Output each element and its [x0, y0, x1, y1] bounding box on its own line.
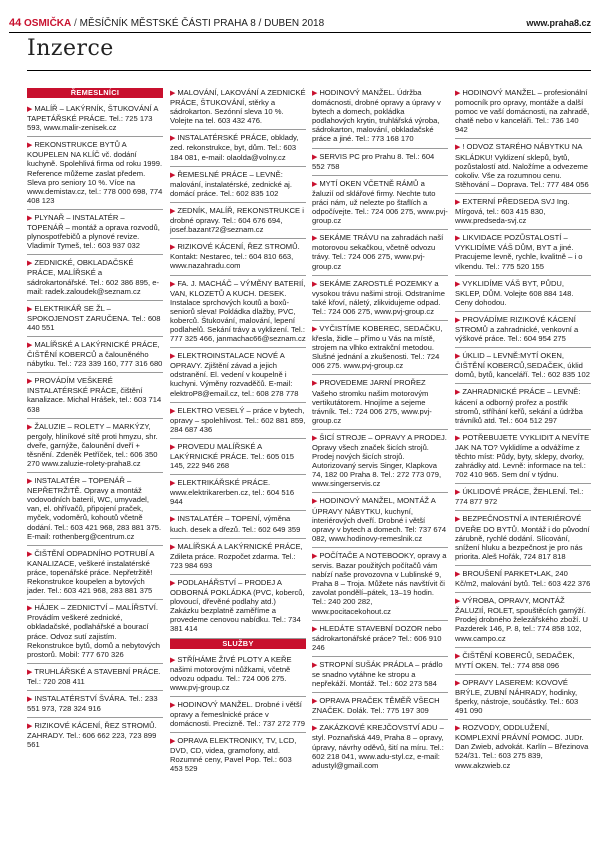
bullet-triangle-icon: ▶	[27, 214, 35, 222]
classified-ad	[170, 475, 306, 511]
bullet-triangle-icon: ▶	[455, 598, 463, 606]
bullet-triangle-icon: ▶	[312, 235, 320, 243]
ad-text: PROVÁDÍME RIZIKOVÉ KÁCENÍ STROMŮ a zahradnické, venkovní a výškové práce. Tel.: 604 954 275	[455, 314, 579, 344]
bullet-triangle-icon: ▶	[27, 723, 35, 731]
ad-text: PROVEDEME JARNÍ PROŘEZ Vašeho stromku našim motorovým vertikutátorem. Hnojíme a sejeme trávník. Tel.: 724 006 275, www.pvj-group.cz	[312, 378, 432, 425]
ad-text: RIZIKOVÉ KÁCENÍ, ŘEZ STROMŮ. ZAHRADY. Tel.: 606 662 223, 723 899 561	[27, 721, 157, 750]
ad-text: VYČISTÍME KOBEREC, SEDAČKU, křesla, židle – přímo u Vás na místě, strojem na vlhko extrakční metodou. Slušné jednání a zkušenosti. Tel.: 724 006 275. www.pvj-group.cz	[312, 323, 443, 371]
ad-text: MYTÍ OKEN VČETNĚ RÁMŮ a žaluzií od sklářové firmy. Nechte tuto práci nám, už nelezte po štaflích a odpočívejte. Tel.: 724 006 275, www.pvj-group.cz	[312, 178, 448, 226]
classified-ad	[455, 348, 591, 384]
ad-text: ŠICÍ STROJE – OPRAVY A PRODEJ. Opravy všech značek šicích strojů. Prodej nových šicích strojů. Autorizovaný servis Singer, Klapkova 74, 182 00 Praha 8. Tel.: 272 773 079, www.singerservis.cz	[312, 432, 447, 489]
classified-ad	[455, 675, 591, 720]
column-4	[455, 88, 591, 774]
ad-text: ROZVODY, ODDLUŽENÍ, KOMPLEXNÍ PRÁVNÍ POMOC. JUDr. Dan Zwieb, advokát. Karlín – Březinova 524/31. Tel.: 603 275 839, www.akzwieb.cz	[455, 723, 589, 770]
ad-text: HODINOVÝ MANŽEL – profesionální pomocník pro opravy, montáže a další pomoc ve vaší domácnosti, na zahradě, chatě nebo v kanceláři. Tel.: 736 140 942	[455, 88, 590, 135]
bullet-triangle-icon: ▶	[312, 325, 320, 333]
bullet-triangle-icon: ▶	[170, 516, 178, 524]
ad-text: SERVIS PC pro Prahu 8. Tel.: 604 552 758	[312, 151, 435, 171]
bullet-triangle-icon: ▶	[27, 378, 35, 386]
classified-ad	[27, 691, 163, 718]
bullet-triangle-icon: ▶	[27, 478, 35, 486]
ad-text: MALÍŘSKÁ A LAKÝRNICKÉ PRÁCE, Zdileta práce. Rozpočet zdarma. Tel.: 723 984 693	[170, 541, 303, 570]
bullet-triangle-icon: ▶	[170, 579, 178, 587]
bullet-triangle-icon: ▶	[312, 153, 320, 161]
ad-text: TRUHLÁŘSKÉ A STAVEBNÍ PRÁCE. Tel.: 720 208 411	[27, 666, 161, 686]
classified-ad	[312, 176, 448, 230]
classified-ad	[455, 384, 591, 429]
ad-text: PROVEDU MALÍŘSKÉ A LAKÝRNICKÉ PRÁCE. Tel.: 605 015 145, 222 946 268	[170, 441, 294, 471]
bullet-triangle-icon: ▶	[455, 353, 463, 361]
ad-text: OPRAVA PRAČEK TĚMĚŘ VŠECH ZNAČEK. Dolák. Tel.: 775 197 309	[312, 696, 440, 716]
classified-ad	[455, 88, 591, 139]
bullet-triangle-icon: ▶	[170, 656, 178, 664]
bullet-triangle-icon: ▶	[170, 90, 178, 97]
classified-ad	[170, 575, 306, 639]
classified-ad	[27, 664, 163, 691]
publication-name: OSMIČKA	[24, 18, 72, 29]
classified-ad	[27, 101, 163, 137]
ad-text: VYKLIDÍME VÁŠ BYT, PŮDU, SKLEP, DŮM. Volejte 608 884 148. Ceny dohodou.	[455, 278, 574, 307]
header-rule	[9, 32, 591, 33]
ad-text: BEZPEČNOSTNÍ A INTERIÉROVÉ DVEŘE DO BYTŮ. Montáž i do původní zárubně, rychlé dodání. Slícování, snížení hluku a bezpečnost je pro nás priorita. Aleš Hořák, 724 817 818	[455, 514, 590, 561]
bullet-triangle-icon: ▶	[170, 701, 178, 709]
bullet-triangle-icon: ▶	[170, 135, 178, 143]
classified-ad	[170, 239, 306, 275]
website-link[interactable]: www.praha8.cz	[526, 18, 591, 28]
ad-text: POTŘEBUJETE VYKLIDIT A NEVÍTE JAK NA TO? Vyklidíme a odvážíme z těchto míst: Půdy, byty, sklepy, dvorky, zahrádky atd. Levně: informace na tel.: 702 410 965. Sem dní v týdnu.	[455, 432, 590, 480]
ad-text: PROVÁDÍM VEŠKERÉ INSTALATÉRSKÉ PRÁCE, čištění kanalizace. Michal Hrášek, tel.: 603 714 638	[27, 376, 162, 414]
ad-text: MALÍŘSKÉ A LAKÝRNICKÉ PRÁCE, ČIŠTĚNÍ KOBERCŮ a čalouněného nábytku. Tel.: 723 339 160, 777 316 680	[27, 339, 163, 369]
ad-text: POČÍTAČE A NOTEBOOKY, opravy a servis. Bazar použitých počítačů vám nabízí naše provozovna v Lublinské 9, Praha 8 – Troja. Můžete nás navštívit či zavolat pondělí–pátek, 13–19 hodin. Tel.: 240 200 282, www.pocitacekohout.cz	[312, 550, 447, 616]
classified-ad	[170, 697, 306, 733]
ad-text: ZEDNICKÉ, OBKLADAČSKÉ PRÁCE, MALÍŘSKÉ a sádrokartonářské. Tel.: 602 386 895, e-mail: radek.zaloudek@seznam.cz	[27, 258, 159, 296]
ad-text: EXTERNÍ PŘEDSEDA SVJ Ing. Mírgová, tel.: 603 415 830, www.predseda-svj.cz	[455, 196, 570, 226]
ad-text: ZAKÁZKOVÉ KREJČOVSTVÍ ADU – styl. Poznaňská 449, Praha 8 – opravy, úpravy, návrhy oděvů, šití na míru. Tel.: 602 218 041, www.adu-styl.cz, e-mail: adustyl@gmail.com	[312, 723, 444, 770]
ad-text: INSTALATÉR – TOPENÁŘ – NEPŘETRŽITĚ. Opravy a montáž vodovodních baterií, WC, umyvadel, van, el. ohřívačů, připojení praček, myček, vodoměrů, kohoutů včetně dodání. Tel.: 603 421 968, 283 881 375. E-mail: rothenberg@centrum.cz	[27, 476, 162, 541]
classified-ad	[170, 652, 306, 697]
bullet-triangle-icon: ▶	[455, 570, 463, 578]
ad-text: HODINOVÝ MANŽEL. Drobné i větší opravy a řemeslnické práce v domácnosti. Precizně. Tel.: 737 272 779	[170, 699, 305, 729]
bullet-triangle-icon: ▶	[27, 605, 35, 613]
bullet-triangle-icon: ▶	[312, 661, 320, 669]
ad-text: ELEKTRO VESELÝ – práce v bytech, opravy – spolehlivost. Tel.: 602 881 859, 284 687 436	[170, 405, 306, 434]
classified-ad	[312, 430, 448, 494]
column-1	[27, 88, 163, 753]
bullet-triangle-icon: ▶	[170, 353, 178, 361]
classified-ad	[312, 149, 448, 176]
bullet-triangle-icon: ▶	[170, 738, 178, 746]
page-number: 44	[9, 17, 22, 29]
classified-ad	[27, 473, 163, 546]
ad-text: HODINOVÝ MANŽEL. Údržba domácnosti, drobné opravy a úpravy v bytech a domech, pokládka podlahových krytin, truhlářská výroba, sádrokarton, malování, obkladačské práce a jiné. Tel.: 773 168 170	[312, 88, 441, 144]
ad-text: ELEKTRIKÁŘ SE ŽL – SPOKOJENOST ZARUČENA. Tel.: 608 440 551	[27, 303, 161, 332]
classified-ad	[312, 230, 448, 275]
ad-text: STŘÍHÁME ŽIVÉ PLOTY A KEŘE našimi motorovými nůžkami, včetně odvozu odpadu. Tel.: 724 006 275. www.pvj-group.cz	[170, 654, 292, 692]
bullet-triangle-icon: ▶	[455, 198, 463, 206]
classified-ad	[455, 648, 591, 675]
classified-ad	[170, 167, 306, 203]
bullet-triangle-icon: ▶	[312, 90, 320, 97]
ad-text: ZAHRADNICKÉ PRÁCE – LEVNĚ: kácení a odborný prořez a postřik stromů, stříhání keřů, sekání a údržba trávníků atd. Tel.: 604 512 297	[455, 387, 583, 425]
bullet-triangle-icon: ▶	[312, 280, 320, 288]
classified-ad	[312, 276, 448, 321]
ad-text: VÝROBA, OPRAVY, MONTÁŽ ŽALUZIÍ, ROLET, spouštěcích garnýží. Prodej drobného železářského zboží. U Pazderek 146, P. 8, tel.: 774 858 102, www.campo.cz	[455, 596, 588, 643]
classified-ad	[170, 733, 306, 777]
ad-text: HLEDÁTE STAVEBNÍ DOZOR nebo sádrokartonářské práce? Tel.: 606 910 246	[312, 623, 442, 652]
classified-ad	[170, 511, 306, 538]
bullet-triangle-icon: ▶	[312, 725, 320, 733]
bullet-triangle-icon: ▶	[312, 698, 320, 706]
ad-text: PODLAHÁŘSTVÍ – PRODEJ A ODBORNÁ POKLÁDKA (PVC, koberců, plovoucí, dřevěné podlahy atd.) Zakázku bezplatně zaměříme a provedeme cenovou nabídku. Tel.: 734 381 414	[170, 577, 305, 634]
ad-text: OPRAVA ELEKTRONIKY, TV, LCD, DVD, CD, videa, gramofony, atd. Rozumné ceny, Pavel Pop. Tel.: 603 453 529	[170, 736, 297, 774]
classified-ad	[27, 255, 163, 300]
classified-ad	[27, 210, 163, 255]
bullet-triangle-icon: ▶	[27, 260, 35, 268]
bullet-triangle-icon: ▶	[27, 423, 35, 431]
classified-ad	[27, 600, 163, 664]
bullet-triangle-icon: ▶	[27, 106, 35, 113]
classified-ad	[312, 88, 448, 149]
bullet-triangle-icon: ▶	[312, 180, 320, 188]
bullet-triangle-icon: ▶	[312, 552, 320, 560]
bullet-triangle-icon: ▶	[455, 235, 463, 243]
ad-text: PLYNAŘ – INSTALATÉR – TOPENÁŘ – montáž a oprava rozvodů, plynospotřebičů a plynové revize. Vladimír Tymeš, tel.: 603 937 032	[27, 212, 160, 251]
bullet-triangle-icon: ▶	[455, 725, 463, 733]
classified-ad	[312, 657, 448, 693]
bullet-triangle-icon: ▶	[455, 434, 463, 442]
bullet-triangle-icon: ▶	[455, 489, 463, 497]
bullet-triangle-icon: ▶	[455, 652, 463, 660]
bullet-triangle-icon: ▶	[27, 142, 35, 150]
ad-text: BROUŠENÍ PARKET•LAK, 240 Kč/m2, malování bytů. Tel.: 603 422 376	[455, 568, 591, 589]
classified-ad	[455, 276, 591, 312]
bullet-triangle-icon: ▶	[170, 543, 178, 551]
bullet-triangle-icon: ▶	[27, 668, 35, 676]
bullet-triangle-icon: ▶	[455, 280, 463, 288]
classified-ad	[27, 546, 163, 600]
classified-ad	[170, 130, 306, 166]
ad-text: INSTALATÉRSTVÍ ŠVÁRA. Tel.: 233 551 973, 728 324 916	[27, 693, 158, 714]
ad-text: HODINOVÝ MANŽEL, MONTÁŽ A ÚPRAVY NÁBYTKU, kuchyní, interiérových dveří. Drobné i větší opravy v bytech a domech. Tel: 737 674 082, www.hodinovy-remeslnik.cz	[312, 496, 447, 543]
section-title: Inzerce	[27, 36, 114, 61]
ad-text: ČIŠTĚNÍ KOBERCŮ, SEDAČEK, MYTÍ OKEN. Tel.: 774 858 096	[455, 650, 575, 670]
bullet-triangle-icon: ▶	[455, 516, 463, 524]
classified-ad	[27, 373, 163, 418]
ad-text: INSTALATÉRSKÉ PRÁCE, obklady, zed. rekonstrukce, byt, dům. Tel.: 603 184 081, e-mail: olaolda@volny.cz	[170, 133, 299, 162]
classified-ad	[455, 430, 591, 484]
classified-ad	[455, 566, 591, 593]
bullet-triangle-icon: ▶	[455, 144, 463, 152]
classified-ad	[170, 348, 306, 402]
classified-ad	[27, 301, 163, 337]
bullet-triangle-icon: ▶	[170, 171, 178, 179]
classified-ad	[455, 139, 591, 193]
ad-text: ELEKTROINSTALACE NOVÉ A OPRAVY. Zjištění závad a jejich odstranění. El. vedení v koupelně i kuchyni. Výměny rozvaděčů. E-mail: elektroP8@email.cz, tel.: 608 278 778	[170, 351, 299, 398]
bullet-triangle-icon: ▶	[27, 695, 35, 703]
column-2	[170, 88, 306, 778]
bullet-triangle-icon: ▶	[455, 90, 463, 97]
ad-text: OPRAVY LASEREM: KOVOVÉ BRÝLE, ZUBNÍ NÁHRADY, hodinky, šperky, nástroje, součástky. Tel.: 603 491 090	[455, 677, 579, 716]
bullet-triangle-icon: ▶	[27, 305, 35, 313]
ad-text: MALOVÁNÍ, LAKOVÁNÍ A ZEDNICKÉ PRÁCE, ŠTUKOVÁNÍ, stěrky a sádrokarton. Sezónní sleva 10 %. Volejte na tel. 603 432 476.	[170, 88, 306, 126]
classified-ad	[170, 276, 306, 349]
ad-text: ŘEMESLNÉ PRÁCE – LEVNĚ: malování, instalatérské, zednické aj. domácí práce. Tel.: 602 835 102	[170, 169, 292, 198]
publication-subtitle: MĚSÍČNÍK MĚSTSKÉ ČÁSTI PRAHA 8 / DUBEN 2018	[79, 18, 325, 29]
bullet-triangle-icon: ▶	[455, 389, 463, 397]
bullet-triangle-icon: ▶	[170, 443, 178, 451]
bullet-triangle-icon: ▶	[170, 207, 178, 215]
classified-ad	[312, 621, 448, 657]
category-heading: ŘEMESLNÍCI	[27, 88, 163, 98]
ad-text: ÚKLIDOVÉ PRÁCE, ŽEHLENÍ. Tel.: 774 877 972	[455, 487, 584, 507]
bullet-triangle-icon: ▶	[312, 434, 320, 442]
column-3	[312, 88, 448, 774]
page-header	[9, 16, 591, 30]
classified-ad	[27, 718, 163, 753]
classified-ad	[455, 593, 591, 647]
ad-text: LIKVIDACE POZŮSTALOSTÍ – VYKLIDÍME VÁŠ DŮM, BYT a jiné. Pracujeme levně, rychle, kvalitně – i o víkendu. Tel.: 775 520 155	[455, 233, 583, 271]
bullet-triangle-icon: ▶	[170, 280, 178, 288]
bullet-triangle-icon: ▶	[170, 407, 178, 415]
bullet-triangle-icon: ▶	[455, 679, 463, 687]
classified-ad	[312, 720, 448, 773]
classified-ad	[312, 321, 448, 375]
title-rule	[27, 70, 591, 71]
classified-ad	[170, 539, 306, 575]
classified-ad	[312, 693, 448, 720]
bullet-triangle-icon: ▶	[312, 498, 320, 506]
classified-ad	[455, 194, 591, 230]
classified-ad	[455, 312, 591, 348]
ad-text: ÚKLID – LEVNĚ:MYTÍ OKEN, ČIŠTĚNÍ KOBERCŮ,SEDAČEK, úklid domů, bytů, kanceláří. Tel.: 602 835 102	[455, 351, 590, 380]
ad-text: STROPNÍ SUŠÁK PRÁDLA – prádlo se snadno vytáhne ke stropu a nepřekáží. Montáž. Tel.: 602 273 584	[312, 659, 443, 689]
classified-ad	[455, 230, 591, 275]
ad-text: ŽALUZIE – ROLETY – MARKÝZY, pergoly, hliníkové sítě proti hmyzu, shr. dveře, garnýže, čalounění dveří + těsnění. Zdeněk Petříček, tel.: 606 350 270 www.zaluzie-rolety-praha8.cz	[27, 421, 158, 468]
classified-ad	[170, 88, 306, 130]
bullet-triangle-icon: ▶	[170, 480, 178, 488]
ad-text: FA. J. MACHÁČ – VÝMĚNY BATERIÍ, VAN, KLOZETŮ A KUCH. DESEK. Instalace sprchových koutů a boxů-seniorů sleva! Pokládka dlažby, PVC, koberců. Štukování, malování, lepení podlahelů. Sekání trávy a vyklizení. Tel.: 777 325 466, janmachac66@seznam.cz	[170, 278, 306, 344]
bullet-triangle-icon: ▶	[170, 244, 178, 252]
ad-text: INSTALATÉR – TOPENÍ, výměna kuch. desek a dřezů. Tel.: 602 649 359	[170, 514, 301, 534]
ad-text: HÁJEK – ZEDNICTVÍ – MALÍŘSTVÍ. Provádím veškeré zednické, obkladačské, podlahářské a bourací práce. Odvoz sutí zajistím. Rekonstrukce bytů, domů a nebytových prostorů. Mobil: 777 670 326	[27, 603, 160, 659]
ad-text: RIZIKOVÉ KÁCENÍ, ŘEZ STROMŮ. Kontakt: Nestarec, tel.: 604 810 663, www.nazahradu.com	[170, 242, 300, 271]
classified-ad	[312, 548, 448, 621]
ad-text: MALÍŘ – LAKÝRNÍK, ŠTUKOVÁNÍ A TAPETÁŘSKÉ PRÁCE. Tel.: 725 173 593, www.malir-zenisek.cz	[27, 104, 158, 133]
classified-ad	[27, 419, 163, 473]
classified-ad	[455, 720, 591, 773]
classified-ad	[27, 137, 163, 210]
ad-text: SEKÁME ZAROSTLÉ POZEMKY a vysokou trávu našimi stroji. Odstraníme také křoví, náletý, zlikvidujeme odpad. Tel.: 724 006 275, www.pvj-group.cz	[312, 278, 445, 316]
classified-ad	[170, 403, 306, 439]
classified-ad	[455, 484, 591, 511]
classified-ad	[170, 203, 306, 239]
ad-text: ELEKTRIKÁŘSKÉ PRÁCE. www.elektrikarerben.cz, tel.: 604 516 944	[170, 478, 295, 507]
ad-text: ČIŠTĚNÍ ODPADNÍHO POTRUBÍ A KANALIZACE, veškeré instalatérské práce, topenářské práce. Nepřetržitě! Rekonstrukce koupelen a bytových jader. Tel.: 603 421 968, 283 881 375	[27, 548, 155, 596]
bullet-triangle-icon: ▶	[455, 316, 463, 324]
bullet-triangle-icon: ▶	[27, 550, 35, 558]
classified-ad	[312, 493, 448, 547]
classified-ad	[455, 511, 591, 565]
classified-ad	[170, 439, 306, 475]
ad-text: ! ODVOZ STARÉHO NÁBYTKU NA SKLÁDKU! Vyklizení sklepů, bytů, pozůstalostí atd. Naložíme a odvezeme cokoliv. Vše za rozumnou cenu. Stěhování – Doprava. Tel.: 777 484 056	[455, 142, 589, 189]
classified-ad	[312, 375, 448, 429]
ad-text: ZEDNÍK, MALÍŘ, REKONSTRUKCE i drobné opravy. Tel.: 604 676 694, josef.bazant72@seznam.cz	[170, 205, 304, 235]
header-separator: /	[74, 18, 77, 29]
ad-text: REKONSTRUKCE BYTŮ A KOUPELEN NA KLÍČ vč. dodání kuchyně. Spolehlivá firma od roku 1999. Reference můžeme zaslat předem. Sleva pro seniory 10 %. Více na www.demistav.cz, tel.: 778 000 698, 774 408 123	[27, 140, 163, 205]
bullet-triangle-icon: ▶	[312, 380, 320, 388]
category-heading: SLUŽBY	[170, 639, 306, 649]
classified-ad	[27, 337, 163, 373]
ad-text: SEKÁME TRÁVU na zahradách naší motorovou sekačkou, včetně odvozu trávy. Tel.: 724 006 275, www.pvj-group.cz	[312, 233, 444, 271]
bullet-triangle-icon: ▶	[312, 625, 320, 633]
bullet-triangle-icon: ▶	[27, 341, 35, 349]
